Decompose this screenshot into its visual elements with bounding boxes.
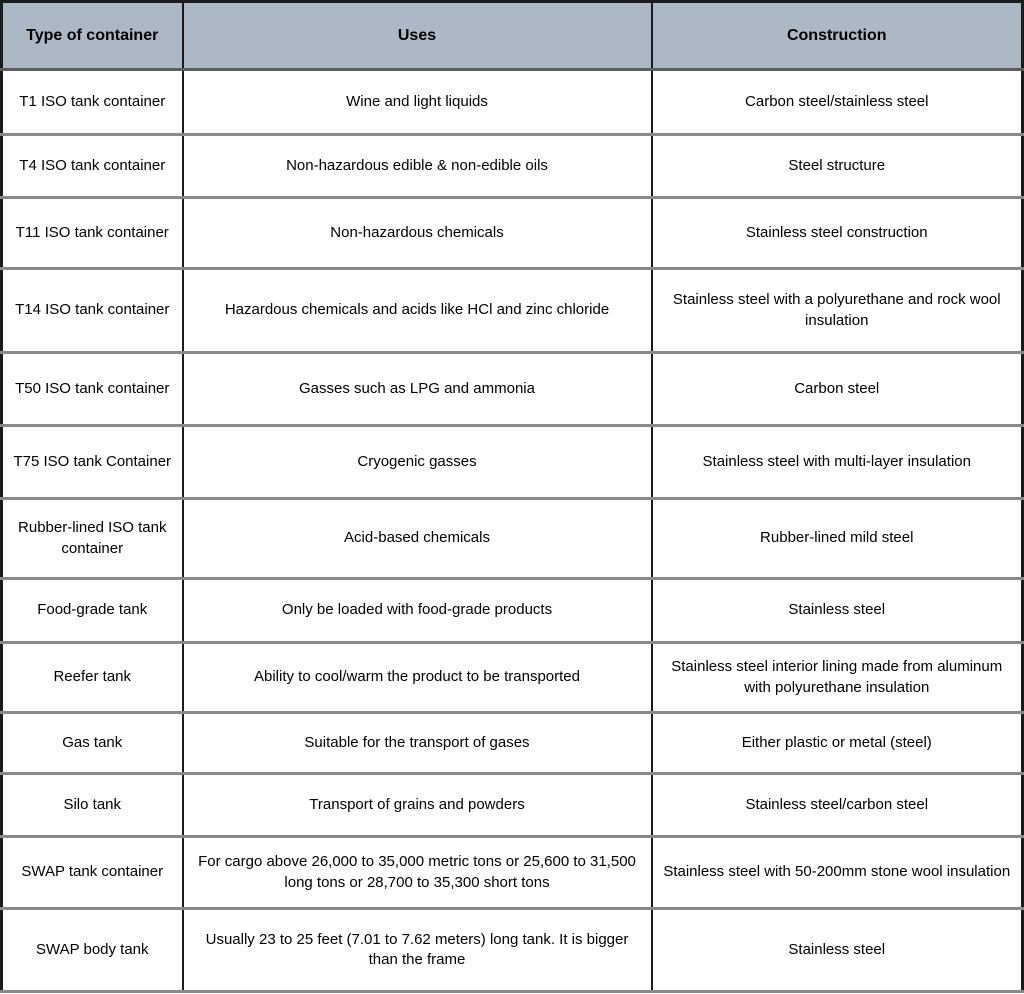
cell-uses: Usually 23 to 25 feet (7.01 to 7.62 meters) long tank. It is bigger than the frame xyxy=(183,909,652,992)
cell-construction: Steel structure xyxy=(652,135,1023,198)
cell-construction: Rubber-lined mild steel xyxy=(652,499,1023,579)
table-row xyxy=(2,426,1023,499)
table-row xyxy=(2,135,1023,198)
cell-construction: Stainless steel with multi-layer insulation xyxy=(652,426,1023,499)
cell-uses: Non-hazardous edible & non-edible oils xyxy=(183,135,652,198)
cell-uses: Hazardous chemicals and acids like HCl and zinc chloride xyxy=(183,269,652,353)
cell-uses: Ability to cool/warm the product to be transported xyxy=(183,643,652,713)
cell-type: T14 ISO tank container xyxy=(2,269,183,353)
cell-type: T4 ISO tank container xyxy=(2,135,183,198)
cell-uses: Gasses such as LPG and ammonia xyxy=(183,353,652,426)
cell-construction: Stainless steel interior lining made from aluminum with polyurethane insulation xyxy=(652,643,1023,713)
cell-uses: Wine and light liquids xyxy=(183,70,652,135)
cell-type: T50 ISO tank container xyxy=(2,353,183,426)
column-header-type-of-container: Type of container xyxy=(2,2,183,70)
table-row xyxy=(2,353,1023,426)
cell-type: Silo tank xyxy=(2,774,183,837)
column-header-uses: Uses xyxy=(183,2,652,70)
cell-construction: Carbon steel xyxy=(652,353,1023,426)
table-row xyxy=(2,774,1023,837)
cell-type: Gas tank xyxy=(2,713,183,774)
cell-type: Reefer tank xyxy=(2,643,183,713)
table-row xyxy=(2,70,1023,135)
cell-uses: Acid-based chemicals xyxy=(183,499,652,579)
table-row xyxy=(2,837,1023,909)
cell-construction: Carbon steel/stainless steel xyxy=(652,70,1023,135)
cell-construction: Stainless steel xyxy=(652,579,1023,643)
table-row xyxy=(2,579,1023,643)
cell-construction: Stainless steel construction xyxy=(652,198,1023,269)
cell-type: T75 ISO tank Container xyxy=(2,426,183,499)
cell-construction: Stainless steel with 50-200mm stone wool insulation xyxy=(652,837,1023,909)
column-header-construction: Construction xyxy=(652,2,1023,70)
cell-type: Rubber-lined ISO tank container xyxy=(2,499,183,579)
cell-type: T1 ISO tank container xyxy=(2,70,183,135)
table-row xyxy=(2,713,1023,774)
cell-construction: Stainless steel with a polyurethane and rock wool insulation xyxy=(652,269,1023,353)
cell-type: T11 ISO tank container xyxy=(2,198,183,269)
cell-type: Food-grade tank xyxy=(2,579,183,643)
cell-construction: Either plastic or metal (steel) xyxy=(652,713,1023,774)
cell-uses: Cryogenic gasses xyxy=(183,426,652,499)
header-row xyxy=(2,2,1023,70)
table-row xyxy=(2,499,1023,579)
cell-uses: Suitable for the transport of gases xyxy=(183,713,652,774)
cell-construction: Stainless steel xyxy=(652,909,1023,992)
cell-uses: Non-hazardous chemicals xyxy=(183,198,652,269)
table-row xyxy=(2,269,1023,353)
table-row xyxy=(2,198,1023,269)
cell-uses: For cargo above 26,000 to 35,000 metric tons or 25,600 to 31,500 long tons or 28,700 to 35,300 short tons xyxy=(183,837,652,909)
cell-type: SWAP tank container xyxy=(2,837,183,909)
cell-uses: Only be loaded with food-grade products xyxy=(183,579,652,643)
table-row xyxy=(2,909,1023,992)
table-row xyxy=(2,643,1023,713)
cell-uses: Transport of grains and powders xyxy=(183,774,652,837)
cell-type: SWAP body tank xyxy=(2,909,183,992)
cell-construction: Stainless steel/carbon steel xyxy=(652,774,1023,837)
